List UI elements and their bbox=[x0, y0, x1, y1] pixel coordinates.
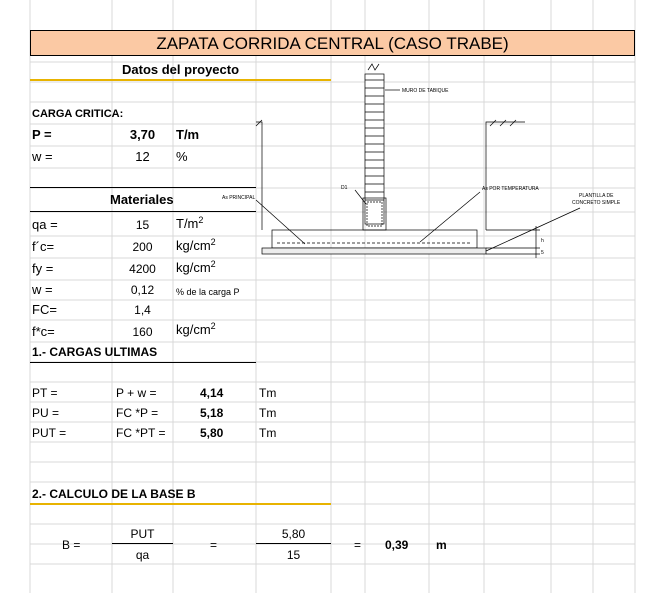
ground-hatch bbox=[256, 120, 516, 126]
pt-formula: P + w = bbox=[116, 386, 157, 400]
qa-label: qa = bbox=[32, 217, 58, 232]
label-d1: D1 bbox=[341, 185, 348, 191]
label-as-principal: As PRINCIPAL bbox=[222, 195, 256, 201]
pt-unit: Tm bbox=[259, 386, 277, 400]
sheet-title: ZAPATA CORRIDA CENTRAL (CASO TRABE) bbox=[30, 30, 635, 56]
w-unit: % bbox=[176, 149, 188, 164]
base-num1: PUT bbox=[130, 527, 155, 541]
base-den2: 15 bbox=[286, 548, 301, 562]
carga-critica-label: CARGA CRITICA: bbox=[32, 108, 124, 120]
put-unit: Tm bbox=[259, 426, 277, 440]
base-num2: 5,80 bbox=[281, 527, 306, 541]
leader-plantilla bbox=[486, 208, 580, 251]
leader-as-temp bbox=[420, 192, 480, 242]
label-plantilla-1: PLANTILLA DE bbox=[579, 193, 614, 199]
label-plantilla-2: CONCRETO SIMPLE bbox=[572, 200, 621, 206]
p-label: P = bbox=[32, 127, 52, 142]
datos-heading: Datos del proyecto bbox=[122, 62, 240, 77]
pu-label: PU = bbox=[32, 406, 60, 420]
fstar-c-label: f*c= bbox=[32, 324, 55, 339]
fy-value: 4200 bbox=[129, 262, 156, 276]
materiales-heading: Materiales bbox=[110, 192, 174, 207]
fc-unit: $kg/cm^2$ bbox=[176, 237, 216, 253]
put-label: PUT = bbox=[32, 426, 67, 440]
footing-slab bbox=[272, 230, 477, 248]
label-h: h bbox=[541, 238, 544, 244]
put-formula: FC *PT = bbox=[116, 426, 166, 440]
w2-unit: % de la carga P bbox=[176, 287, 240, 297]
base-result: 0,39 bbox=[385, 538, 409, 552]
brick-wall bbox=[365, 74, 384, 224]
fc-factor-value: 1,4 bbox=[134, 303, 151, 317]
put-value: 5,80 bbox=[200, 426, 224, 440]
leader-d1 bbox=[355, 190, 366, 204]
base-eq2: = bbox=[354, 538, 362, 552]
break-mark bbox=[368, 64, 379, 70]
label-5: 5 bbox=[541, 250, 544, 256]
right-ground bbox=[486, 122, 525, 230]
left-ground bbox=[256, 122, 262, 230]
base-den1: qa bbox=[135, 548, 150, 562]
p-value: 3,70 bbox=[129, 127, 156, 142]
fc-value: 200 bbox=[132, 240, 153, 254]
base-b-label: B = bbox=[62, 538, 81, 552]
fstar-c-value: 160 bbox=[132, 325, 153, 339]
pu-unit: Tm bbox=[259, 406, 277, 420]
fc-label: f´c= bbox=[32, 239, 55, 254]
label-as-temp: As POR TEMPERATURA bbox=[482, 186, 539, 192]
w2-label: w = bbox=[32, 282, 53, 297]
qa-unit: $T/m^2$ bbox=[176, 215, 204, 231]
leader-as-principal bbox=[256, 200, 305, 244]
label-muro: MURO DE TABIQUE bbox=[402, 88, 449, 94]
w2-value: 0,12 bbox=[130, 283, 155, 297]
pt-label: PT = bbox=[32, 386, 58, 400]
pu-value: 5,18 bbox=[200, 406, 224, 420]
w-label: w = bbox=[32, 149, 53, 164]
fc-factor-label: FC= bbox=[32, 302, 57, 317]
p-unit: T/m bbox=[176, 127, 200, 142]
w-value: 12 bbox=[135, 149, 150, 164]
fstar-c-unit: $kg/cm^2$ bbox=[176, 321, 216, 337]
base-heading: 2.- CALCULO DE LA BASE B bbox=[32, 487, 196, 501]
base-eq1: = bbox=[210, 538, 218, 552]
fy-label: fy = bbox=[32, 261, 54, 276]
pu-formula: FC *P = bbox=[116, 406, 159, 420]
lean-concrete-base bbox=[262, 248, 486, 254]
base-unit: m bbox=[436, 538, 447, 552]
pt-value: 4,14 bbox=[200, 386, 224, 400]
cargas-heading: 1.- CARGAS ULTIMAS bbox=[32, 345, 158, 359]
qa-value: 15 bbox=[135, 218, 150, 232]
fy-unit: $kg/cm^2$ bbox=[176, 259, 216, 275]
